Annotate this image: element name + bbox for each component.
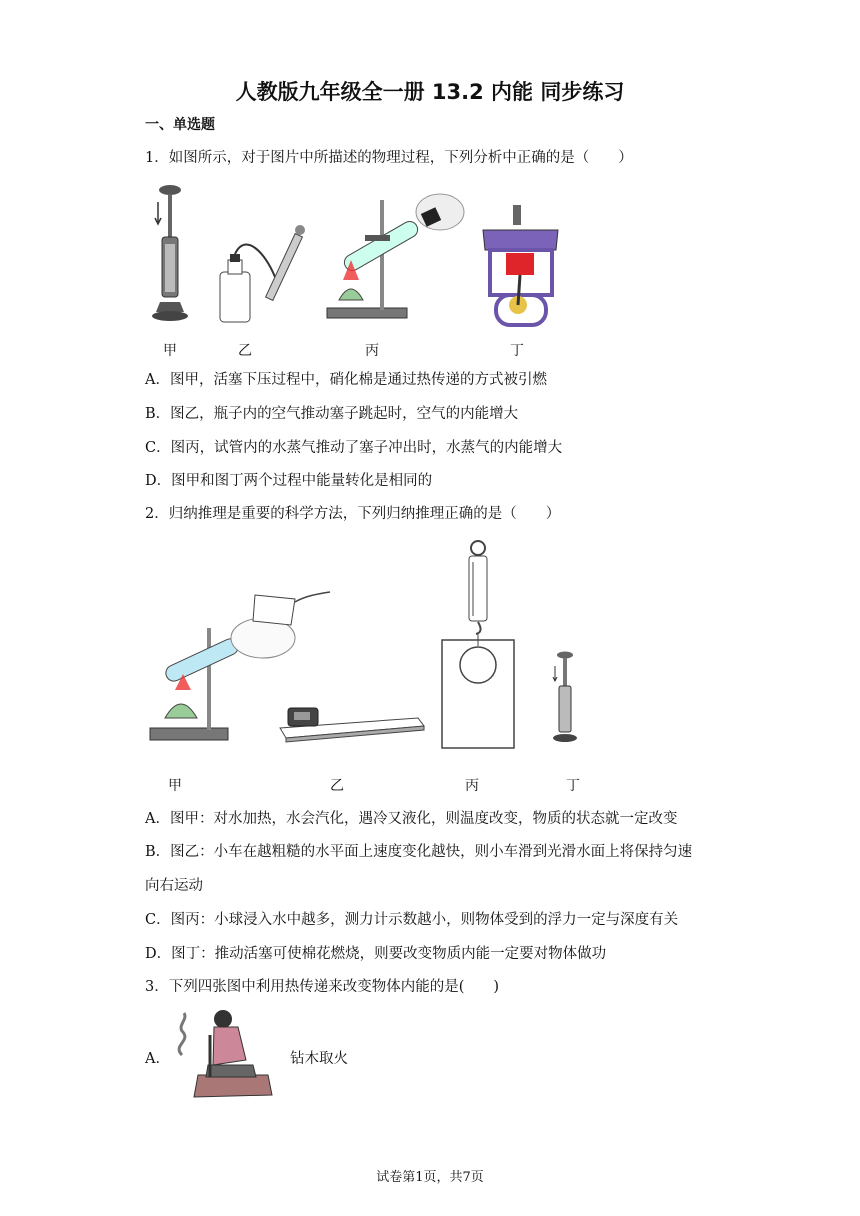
q1-option-c: C．图丙，试管内的水蒸气推动了塞子冲出时，水蒸气的内能增大: [145, 440, 563, 456]
q2-caption-yi: 乙: [330, 778, 344, 794]
q1-figure-bing: [325, 190, 465, 325]
q3-option-a-label: 钻木取火: [290, 1051, 348, 1067]
q1-stem: 1．如图所示，对于图片中所描述的物理过程，下列分析中正确的是（ ）: [145, 150, 633, 166]
q1-figure-yi: [215, 222, 315, 327]
section-heading: 一、单选题: [145, 117, 215, 133]
page-title: 人教版九年级全一册 13.2 内能 同步练习: [235, 80, 625, 104]
q1-figure-ding: [478, 205, 563, 330]
q1-option-d: D．图甲和图丁两个过程中能量转化是相同的: [145, 473, 433, 489]
q2-figure-ding: [550, 650, 580, 746]
q3-option-a-letter: A．: [145, 1051, 170, 1067]
q2-option-b: B．图乙：小车在越粗糙的水平面上速度变化越快，则小车滑到光滑水面上将保持匀速: [145, 844, 693, 860]
q1-figure-jia: [150, 182, 190, 327]
q1-caption-yi: 乙: [238, 343, 252, 359]
q2-stem: 2．归纳推理是重要的科学方法，下列归纳推理正确的是（ ）: [145, 506, 561, 522]
q2-figure-yi: [278, 700, 428, 745]
q1-caption-bing: 丙: [365, 343, 379, 359]
q2-option-b-cont: 向右运动: [145, 878, 203, 894]
q1-option-a: A．图甲，活塞下压过程中，硝化棉是通过热传递的方式被引燃: [145, 372, 547, 388]
q2-figure-bing: [440, 540, 518, 750]
q2-option-d: D．图丁：推动活塞可使棉花燃烧，则要改变物质内能一定要对物体做功: [145, 946, 607, 962]
q2-option-c: C．图丙：小球浸入水中越多，测力计示数越小，则物体受到的浮力一定与深度有关: [145, 912, 679, 928]
page-footer: 试卷第1页，共7页: [376, 1170, 484, 1185]
q1-caption-jia: 甲: [163, 343, 177, 359]
q2-caption-ding: 丁: [566, 778, 580, 794]
q3-option-a-illustration: [168, 1005, 278, 1105]
q2-caption-bing: 丙: [465, 778, 479, 794]
q2-caption-jia: 甲: [168, 778, 182, 794]
q1-caption-ding: 丁: [510, 343, 524, 359]
q3-stem: 3．下列四张图中利用热传递来改变物体内能的是( ): [145, 979, 500, 995]
q1-option-b: B．图乙，瓶子内的空气推动塞子跳起时，空气的内能增大: [145, 406, 519, 422]
q2-option-a: A．图甲：对水加热，水会汽化，遇冷又液化，则温度改变，物质的状态就一定改变: [145, 811, 678, 827]
